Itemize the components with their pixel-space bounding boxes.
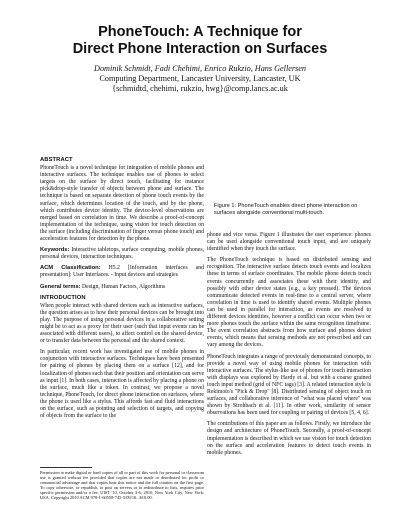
footnote-rule xyxy=(40,467,92,468)
general-label: General terms: xyxy=(40,283,81,290)
figure-caption: Figure 1: PhoneTouch enables direct phone interaction on surfaces alongside conventional multi-touch. xyxy=(214,203,358,216)
right-paragraph-2: The PhoneTouch technique is based on distributed sensing and recognition. The interactive surface detects touch events and localizes these in terms of surface coordinates. The mobile phone detects touch events concurrently and associates these with their identity, and possibly with other device states (e.g., a key pressed). The devices communicate detected events in real-time to a central server, where correlation in time is used to identify shared events. Multiple phones can be used in parallel for interaction, as events are resolved to different devices identities, however a conflict can occur when two or more phones touch the surface within the same recognition timeframe. The event correlation abstracts from how surface and phones detect events, which means that sensing methods are not prescribed and can vary among the devices. xyxy=(207,257,371,349)
abstract-heading: ABSTRACT xyxy=(40,157,73,163)
permission-notice: Permission to make digital or hard copies of all or part of this work for personal or classroom use is granted without fee provided that copies are not made or distributed for profit or commercial advantage and that copies bear this notice and the full citation on the first page. To copy otherwise, or republish, to post on servers or to redistribute to lists, requires prior specific permission and/or a fee. UIST '10, October 3-6, 2010, New York City, New York, USA. Copyright 2010 ACM 978-1-60558-745-5/09/10...$10.00. xyxy=(40,470,205,501)
acm-classification xyxy=(40,265,204,279)
title-line-2: Direct Phone Interaction on Surfaces xyxy=(72,41,328,57)
acm-text: H5.2 [Information interfaces and presentation]: User Interfaces. - Input devices and strategies xyxy=(40,265,204,279)
intro-paragraph-2: In particular, recent work has investigated use of mobile phones in conjunction with interactive surfaces. Techniques have been presented for pairing of phones by placing them on a surface [12], and for localization of phones such that their position and orientation can serve as input [1]. In both cases, interaction is affected by placing a phone on the surface, much like a token. In contrast, we propose a novel technique, PhoneTouch, for direct phone interaction on surfaces, where the phone is used like a stylus. This affords fast and fluid interactions on the surface, such as pointing and selection of targets, and copying of objects from the surface to the xyxy=(40,349,204,420)
intro-paragraph-1: When people interact with shared devices such as interactive surfaces, the question arises as to how their personal devices can be brought into play. The purpose of using personal devices in a collaborative setting might be to act as a proxy for their user (such that input events can be associated with different users), to affect control on the shared device, or to transfer data between the personal and the shared context. xyxy=(40,302,204,345)
right-column xyxy=(207,232,371,461)
author-block xyxy=(0,64,400,94)
author-email: {schmidtd, chehimi, rukzio, hwg}@comp.lancs.ac.uk xyxy=(112,84,288,93)
right-paragraph-4: The contributions of this paper are as follows. Firstly, we introduce the design and architecture of PhoneTouch. Secondly, a proof-of-concept implementation is described in which we use vision for touch detection on the surface and acceleration features to detect touch events in mobile phones. xyxy=(207,421,371,456)
keywords xyxy=(40,247,204,261)
left-column xyxy=(40,157,204,424)
intro-heading: INTRODUCTION xyxy=(40,294,86,301)
title-line-1: PhoneTouch: A Technique for xyxy=(98,24,302,40)
general-terms xyxy=(40,284,204,291)
right-paragraph-1: phone and vice versa. Figure 1 illustrates the user experience: phones can be used alongside conventional touch input, and are uniquely identified when they touch the surface. xyxy=(207,232,371,253)
keywords-label: Keywords: xyxy=(40,247,70,254)
general-text: Design, Human Factors, Algorithms xyxy=(82,283,166,290)
author-names: Dominik Schmidt, Fadi Chehimi, Enrico Rukzio, Hans Gellersen xyxy=(94,64,306,73)
acm-label: ACM Classification: xyxy=(40,265,101,272)
right-paragraph-3: PhoneTouch integrates a range of previously demonstrated concepts, to provide a novel way of using mobile phones for interaction with interactive surfaces. The stylus-like use of phones for touch interaction with displays was explored by Hardy et al. but with a coarse grained touch input method (grid of NFC tags) [3]. A related interaction style is Rekimoto's "Pick & Drop" [8]. Distributed sensing of object touch on surfaces, and collaborative inference of "what was placed where" was shown by Strohbach et al. [11]. In other work, similarity of sensor observations has been used for coupling or pairing of devices [5, 4, 6]. xyxy=(207,353,372,417)
paper-title xyxy=(0,24,400,58)
abstract-text: PhoneTouch is a novel technique for integration of mobile phones and interactive surfaces. The technique enables use of phones to select targets on the surface by direct touch, facilitating for instance pick&drop-style transfer of objects between phone and surface. The technique is based on separate detection of phone touch events by the surface, which determines location of the touch, and by the phone, which contributes device identity. The device-level observations are merged based on correlation in time. We describe a proof-of-concept implementation of the technique, using vision for touch detection on the surface (including discrimination of finger versus phone touch) and acceleration features for detection by the phone. xyxy=(40,165,204,243)
figure-1-image xyxy=(208,106,370,196)
author-affiliation: Computing Department, Lancaster University, Lancaster, UK xyxy=(99,74,301,83)
keywords-text: Interactive tabletops, surface computing, mobile phones, personal devices, interaction techniques. xyxy=(40,247,205,261)
